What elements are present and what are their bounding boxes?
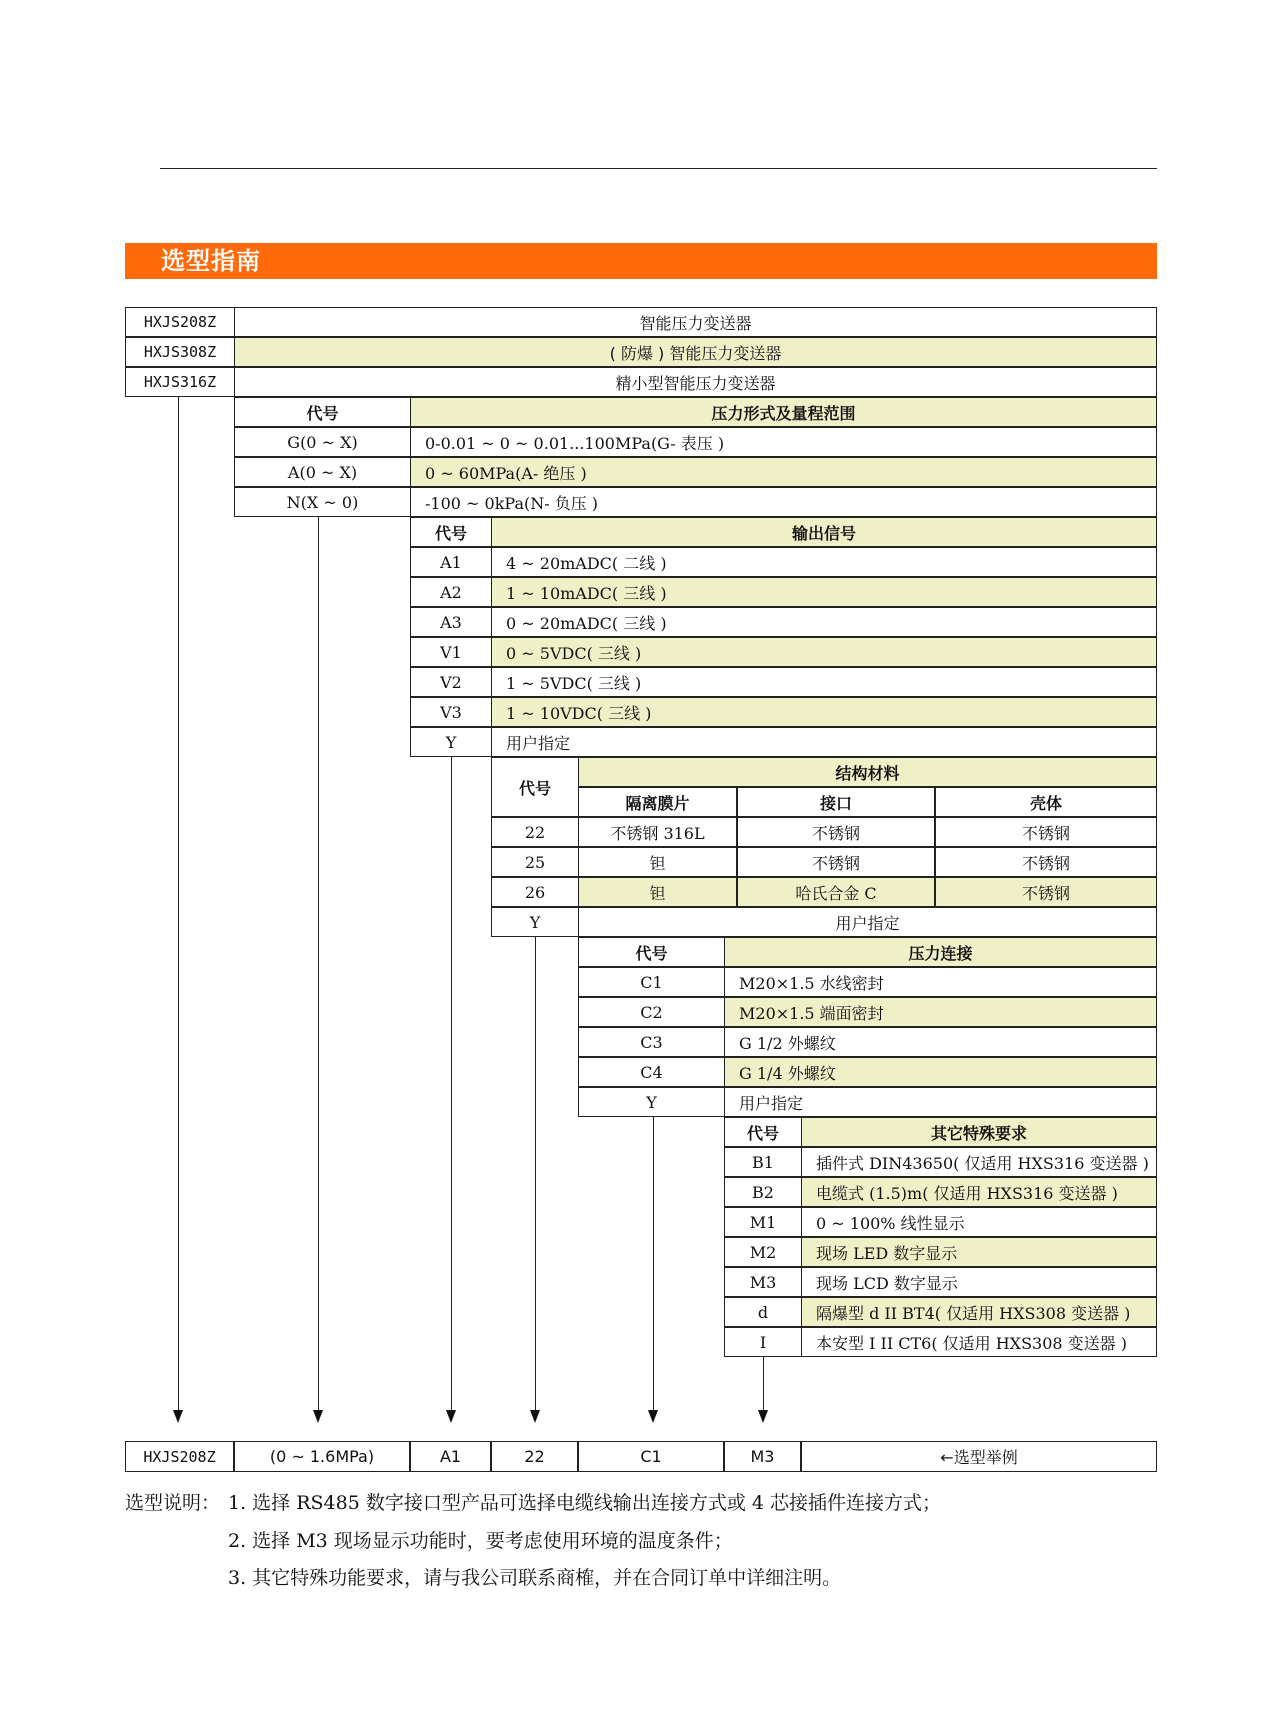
special-desc: 现场 LCD 数字显示 — [801, 1267, 1157, 1297]
output-code: Y — [410, 727, 492, 757]
material-value: 不锈钢 — [737, 847, 935, 877]
down-arrow-icon — [173, 1410, 183, 1423]
example-cell: M3 — [724, 1441, 801, 1472]
material-code: 25 — [491, 847, 579, 877]
down-arrow-icon — [446, 1410, 456, 1423]
header-rule — [160, 168, 1157, 169]
material-value: 不锈钢 — [737, 817, 935, 847]
special-code: M2 — [724, 1237, 802, 1267]
section-title: 选型指南 — [161, 247, 261, 275]
example-cell: (0 ~ 1.6MPa) — [234, 1441, 410, 1472]
output-desc: 1 ~ 5VDC( 三线 ) — [491, 667, 1157, 697]
output-code: A3 — [410, 607, 492, 637]
connector-line — [318, 517, 319, 1412]
model-code: HXJS208Z — [125, 307, 235, 337]
note-item: 3. 其它特殊功能要求，请与我公司联系商榷，并在合同订单中详细注明。 — [228, 1567, 842, 1589]
connector-line — [653, 1117, 654, 1412]
special-desc: 0 ~ 100% 线性显示 — [801, 1207, 1157, 1237]
section-banner — [125, 243, 1157, 279]
connection-code: Y — [578, 1087, 725, 1117]
connector-line — [451, 757, 452, 1412]
output-code: V2 — [410, 667, 492, 697]
output-desc: 1 ~ 10mADC( 三线 ) — [491, 577, 1157, 607]
model-code: HXJS316Z — [125, 367, 235, 397]
down-arrow-icon — [758, 1410, 768, 1423]
connector-line — [763, 1357, 764, 1412]
connection-desc: M20×1.5 端面密封 — [724, 997, 1157, 1027]
down-arrow-icon — [313, 1410, 323, 1423]
material-value: 不锈钢 — [935, 877, 1157, 907]
connection-desc: M20×1.5 水线密封 — [724, 967, 1157, 997]
special-code: B2 — [724, 1177, 802, 1207]
connection-desc: 用户指定 — [724, 1087, 1157, 1117]
column-header: 代号 — [578, 937, 725, 967]
special-desc: 现场 LED 数字显示 — [801, 1237, 1157, 1267]
example-cell: C1 — [578, 1441, 724, 1472]
column-header: 压力连接 — [724, 937, 1157, 967]
pressure-desc: -100 ~ 0kPa(N- 负压 ) — [410, 487, 1157, 517]
material-value: 用户指定 — [578, 907, 1157, 937]
down-arrow-icon — [648, 1410, 658, 1423]
pressure-code: G(0 ~ X) — [234, 427, 411, 457]
connection-code: C4 — [578, 1057, 725, 1087]
connection-code: C2 — [578, 997, 725, 1027]
example-cell: A1 — [410, 1441, 491, 1472]
pressure-code: N(X ~ 0) — [234, 487, 411, 517]
column-header: 接口 — [737, 787, 935, 817]
output-desc: 1 ~ 10VDC( 三线 ) — [491, 697, 1157, 727]
pressure-desc: 0 ~ 60MPa(A- 绝压 ) — [410, 457, 1157, 487]
column-header: 代号 — [410, 517, 492, 547]
special-code: M3 — [724, 1267, 802, 1297]
pressure-desc: 0-0.01 ~ 0 ~ 0.01...100MPa(G- 表压 ) — [410, 427, 1157, 457]
notes-label: 选型说明： — [125, 1492, 221, 1514]
output-desc: 用户指定 — [491, 727, 1157, 757]
column-header: 其它特殊要求 — [801, 1117, 1157, 1147]
material-value: 不锈钢 316L — [578, 817, 737, 847]
material-code: 26 — [491, 877, 579, 907]
special-code: d — [724, 1297, 802, 1327]
output-code: V1 — [410, 637, 492, 667]
material-code: 22 — [491, 817, 579, 847]
connection-desc: G 1/2 外螺纹 — [724, 1027, 1157, 1057]
special-code: M1 — [724, 1207, 802, 1237]
connection-code: C3 — [578, 1027, 725, 1057]
pressure-code: A(0 ~ X) — [234, 457, 411, 487]
example-cell: 22 — [491, 1441, 578, 1472]
column-header: 代号 — [724, 1117, 802, 1147]
column-header: 结构材料 — [578, 757, 1157, 787]
special-desc: 插件式 DIN43650( 仅适用 HXS316 变送器 ) — [801, 1147, 1157, 1177]
output-desc: 4 ~ 20mADC( 二线 ) — [491, 547, 1157, 577]
output-code: A1 — [410, 547, 492, 577]
column-header: 代号 — [234, 397, 411, 427]
column-header: 壳体 — [935, 787, 1157, 817]
material-code: Y — [491, 907, 579, 937]
example-label: ←选型举例 — [801, 1441, 1157, 1472]
material-value: 哈氏合金 C — [737, 877, 935, 907]
special-desc: 本安型 I II CT6( 仅适用 HXS308 变送器 ) — [801, 1327, 1157, 1357]
output-desc: 0 ~ 20mADC( 三线 ) — [491, 607, 1157, 637]
model-name: 精小型智能压力变送器 — [234, 367, 1157, 397]
material-value: 钽 — [578, 877, 737, 907]
output-code: V3 — [410, 697, 492, 727]
model-name: 智能压力变送器 — [234, 307, 1157, 337]
special-desc: 电缆式 (1.5)m( 仅适用 HXS316 变送器 ) — [801, 1177, 1157, 1207]
model-code: HXJS308Z — [125, 337, 235, 367]
note-item: 1. 选择 RS485 数字接口型产品可选择电缆线输出连接方式或 4 芯接插件连接方式； — [228, 1492, 942, 1514]
material-value: 不锈钢 — [935, 817, 1157, 847]
column-header: 代号 — [491, 757, 579, 817]
special-code: B1 — [724, 1147, 802, 1177]
connector-line — [535, 937, 536, 1412]
connector-line — [178, 397, 179, 1412]
column-header: 输出信号 — [491, 517, 1157, 547]
connection-desc: G 1/4 外螺纹 — [724, 1057, 1157, 1087]
down-arrow-icon — [530, 1410, 540, 1423]
column-header: 压力形式及量程范围 — [410, 397, 1157, 427]
special-code: I — [724, 1327, 802, 1357]
note-item: 2. 选择 M3 现场显示功能时，要考虑使用环境的温度条件； — [228, 1530, 733, 1552]
material-value: 钽 — [578, 847, 737, 877]
column-header: 隔离膜片 — [578, 787, 737, 817]
output-code: A2 — [410, 577, 492, 607]
output-desc: 0 ~ 5VDC( 三线 ) — [491, 637, 1157, 667]
example-cell: HXJS208Z — [125, 1441, 234, 1472]
material-value: 不锈钢 — [935, 847, 1157, 877]
connection-code: C1 — [578, 967, 725, 997]
special-desc: 隔爆型 d II BT4( 仅适用 HXS308 变送器 ) — [801, 1297, 1157, 1327]
model-name: ( 防爆 ) 智能压力变送器 — [234, 337, 1157, 367]
